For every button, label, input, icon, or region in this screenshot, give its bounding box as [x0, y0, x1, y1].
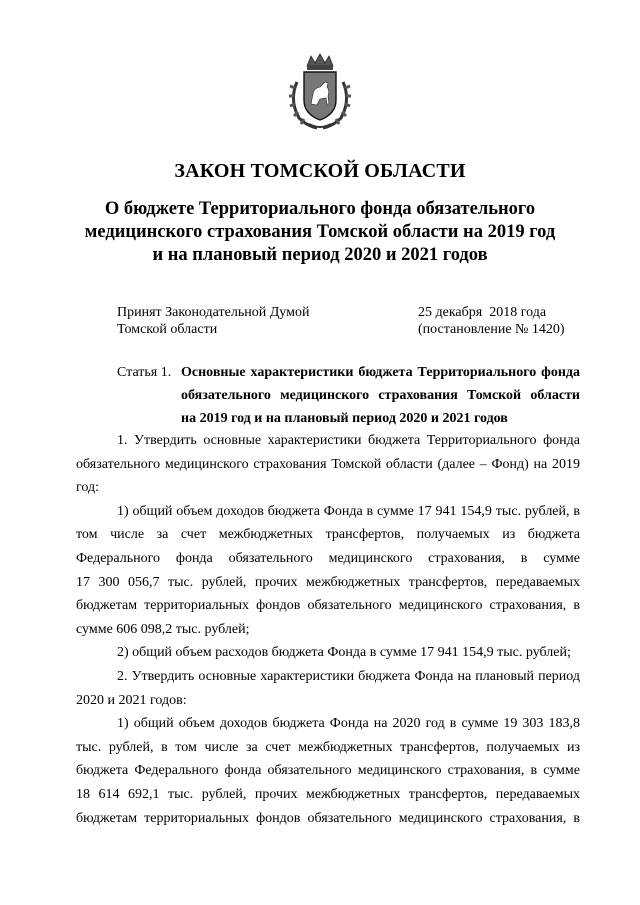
text-line: Федерального фонда обязательного медицинского страхования, в сумме: [76, 550, 580, 566]
adopted-by-line: Принят Законодательной Думой: [117, 305, 310, 320]
text-line: том числе за счет межбюджетных трансфертов, получаемых из бюджета: [76, 527, 580, 543]
document-title: ЗАКОН ТОМСКОЙ ОБЛАСТИ: [174, 160, 466, 182]
paragraph: [76, 641, 580, 665]
text-line: 2. Утвердить основные характеристики бюджета Фонда на плановый период: [117, 668, 580, 684]
text-line: тыс. рублей, в том числе за счет межбюджетных трансфертов, получаемых из: [76, 739, 580, 755]
text-line: бюджета Федерального фонда обязательного медицинского страхования, в сумме: [76, 763, 580, 779]
text-line: 1) общий объем доходов бюджета Фонда на 2020 год в сумме 19 303 183,8: [117, 716, 580, 732]
text-line: 2) общий объем расходов бюджета Фонда в сумме 17 941 154,9 тыс. рублей;: [117, 645, 571, 661]
article-title-line: обязательного медицинского страхования Томской области: [181, 388, 580, 403]
text-line: обязательного медицинского страхования Томской области (далее – Фонд) на 2019: [76, 456, 580, 472]
paragraph: [76, 429, 580, 500]
subtitle-line: медицинского страхования Томской области на 2019 год: [84, 222, 556, 242]
text-line: 17 300 056,7 тыс. рублей, прочих межбюджетных трансфертов, передаваемых: [76, 574, 580, 590]
article-body: [76, 429, 580, 830]
article-title-line: Основные характеристики бюджета Территориального фонда: [181, 365, 580, 380]
adopted-by-line: Томской области: [117, 322, 218, 337]
document-subtitle: [60, 198, 580, 267]
article-label: Статья 1.: [117, 365, 172, 380]
text-line: 1. Утвердить основные характеристики бюджета Территориального фонда: [117, 433, 580, 448]
text-line: бюджетам территориальных фондов обязательного медицинского страхования, в: [76, 810, 580, 826]
paragraph: [76, 665, 580, 712]
paragraph: [76, 712, 580, 830]
subtitle-line: и на плановый период 2020 и 2021 годов: [152, 245, 488, 265]
text-line: 1) общий объем доходов бюджета Фонда в сумме 17 941 154,9 тыс. рублей, в: [117, 503, 580, 519]
resolution-number: (постановление № 1420): [418, 322, 565, 337]
adoption-date-block: [418, 304, 565, 338]
text-line: сумме 606 098,2 тыс. рублей;: [76, 621, 250, 637]
adopted-by: [117, 304, 309, 338]
tomsk-coat-of-arms-icon: [287, 52, 353, 132]
adoption-date: 25 декабря 2018 года: [418, 305, 547, 320]
text-line: 18 614 692,1 тыс. рублей, прочих межбюджетных трансфертов, передаваемых: [76, 786, 580, 802]
article-title: [181, 361, 580, 430]
text-line: год:: [76, 480, 100, 496]
text-line: 2020 и 2021 годов:: [76, 692, 187, 708]
subtitle-line: О бюджете Территориального фонда обязательного: [104, 199, 536, 219]
text-line: бюджетам территориальных фондов обязательного медицинского страхования, в: [76, 598, 580, 614]
paragraph: [76, 500, 580, 642]
coat-of-arms-emblem: [287, 52, 353, 132]
article-title-line: на 2019 год и на плановый период 2020 и 2021 годов: [181, 411, 508, 426]
